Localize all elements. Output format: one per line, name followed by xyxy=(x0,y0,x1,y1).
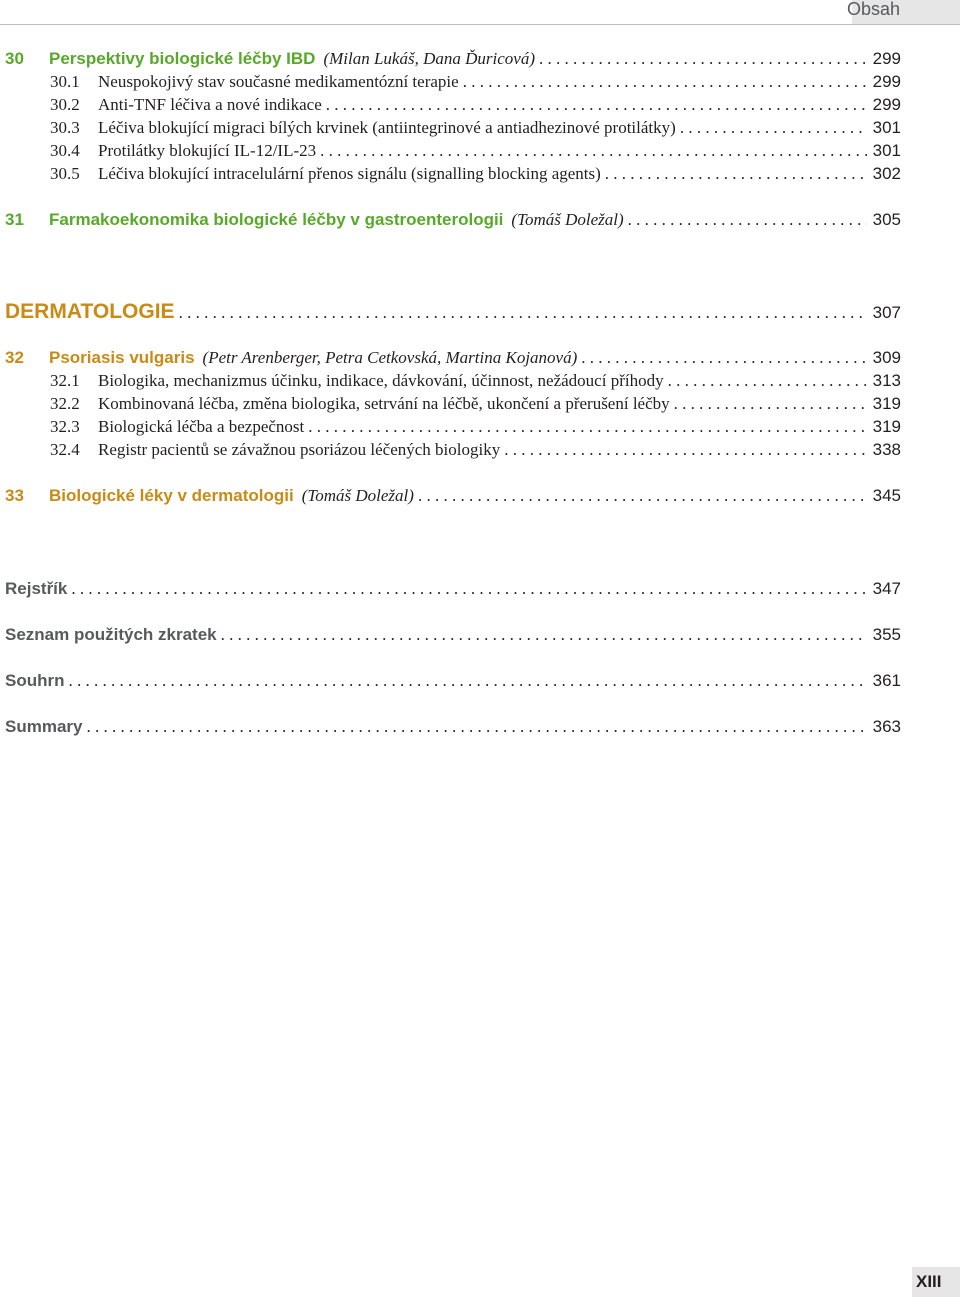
toc-entry-30-5[interactable] xyxy=(50,164,901,186)
section-number: 32.3 xyxy=(50,417,80,436)
page-number: 355 xyxy=(872,625,901,644)
section-title: Léčiva blokující intracelulární přenos signálu (signalling blocking agents) xyxy=(98,164,601,183)
page-number: 319 xyxy=(872,417,901,436)
section-title: Biologika, mechanizmus účinku, indikace, dávkování, účinnost, nežádoucí příhody xyxy=(98,371,664,390)
dot-leader xyxy=(605,164,867,184)
part-title: DERMATOLOGIE xyxy=(5,300,175,323)
page-number: 319 xyxy=(872,394,901,413)
section-title: Registr pacientů se závažnou psoriázou léčených biologiky xyxy=(98,440,501,459)
section-label: Obsah xyxy=(846,0,900,19)
chapter-title: Perspektivy biologické léčby IBD xyxy=(49,49,316,68)
dot-leader xyxy=(418,486,867,506)
section-number: 32.2 xyxy=(50,394,80,413)
dot-leader xyxy=(581,348,866,368)
dot-leader xyxy=(504,440,866,460)
chapter-title: Biologické léky v dermatologii xyxy=(49,486,294,505)
toc-entry-chapter-32[interactable] xyxy=(5,348,901,370)
section-title: Léčiva blokující migraci bílých krvinek (antiintegrinové a antiadhezinové protilátky) xyxy=(98,118,676,137)
page-number: 299 xyxy=(872,49,901,68)
toc-entry-32-2[interactable] xyxy=(50,394,901,416)
chapter-number: 32 xyxy=(5,348,24,367)
toc-entry-rejstrik[interactable] xyxy=(5,579,901,601)
toc-entry-chapter-31[interactable] xyxy=(5,210,901,232)
chapter-title: Psoriasis vulgaris xyxy=(49,348,195,367)
backmatter-title: Seznam použitých zkratek xyxy=(5,625,217,644)
toc-entry-part-dermatologie[interactable] xyxy=(5,300,901,328)
toc-entry-32-1[interactable] xyxy=(50,371,901,393)
dot-leader xyxy=(674,394,867,414)
toc-entry-souhrn[interactable] xyxy=(5,671,901,693)
toc-entry-summary[interactable] xyxy=(5,717,901,739)
section-number: 30.5 xyxy=(50,164,80,183)
page-number: 302 xyxy=(872,164,901,183)
dot-leader xyxy=(628,210,867,230)
dot-leader xyxy=(668,371,867,391)
section-number: 30.2 xyxy=(50,95,80,114)
section-number: 30.4 xyxy=(50,141,80,160)
toc-entry-30-1[interactable] xyxy=(50,72,901,94)
dot-leader xyxy=(69,671,867,691)
page-number: 313 xyxy=(872,371,901,390)
section-title: Neuspokojivý stav současné medikamentózní terapie xyxy=(98,72,459,91)
toc-entry-30-4[interactable] xyxy=(50,141,901,163)
chapter-authors: (Petr Arenberger, Petra Cetkovská, Martina Kojanová) xyxy=(202,348,578,367)
section-title: Biologická léčba a bezpečnost xyxy=(98,417,305,436)
folio-page-number: XIII xyxy=(916,1272,942,1291)
section-number: 30.1 xyxy=(50,72,80,91)
page-number: 309 xyxy=(872,348,901,367)
page-number: 345 xyxy=(872,486,901,505)
page-number: 347 xyxy=(872,579,901,598)
section-title: Anti-TNF léčiva a nové indikace xyxy=(98,95,322,114)
chapter-title: Farmakoekonomika biologické léčby v gastroenterologii xyxy=(49,210,504,229)
dot-leader xyxy=(179,303,867,323)
page-number: 307 xyxy=(872,303,901,322)
chapter-authors: (Tomáš Doležal) xyxy=(301,486,414,505)
toc-entry-30-2[interactable] xyxy=(50,95,901,117)
section-number: 30.3 xyxy=(50,118,80,137)
toc-entry-32-3[interactable] xyxy=(50,417,901,439)
section-number: 32.1 xyxy=(50,371,80,390)
dot-leader xyxy=(86,717,866,737)
dot-leader xyxy=(680,118,867,138)
toc-entry-chapter-30[interactable] xyxy=(5,49,901,71)
toc-entry-seznam-zkratek[interactable] xyxy=(5,625,901,647)
page-number: 299 xyxy=(872,72,901,91)
page-number: 299 xyxy=(872,95,901,114)
page-number: 305 xyxy=(872,210,901,229)
chapter-authors: (Milan Lukáš, Dana Ďuricová) xyxy=(323,49,535,68)
toc-entry-chapter-33[interactable] xyxy=(5,486,901,508)
page-number: 338 xyxy=(872,440,901,459)
backmatter-title: Summary xyxy=(5,717,83,736)
toc-entry-30-3[interactable] xyxy=(50,118,901,140)
section-title: Protilátky blokující IL-12/IL-23 xyxy=(98,141,317,160)
chapter-number: 33 xyxy=(5,486,24,505)
dot-leader xyxy=(71,579,866,599)
section-title: Kombinovaná léčba, změna biologika, setrvání na léčbě, ukončení a přerušení léčby xyxy=(98,394,670,413)
dot-leader xyxy=(539,49,867,69)
backmatter-title: Rejstřík xyxy=(5,579,68,598)
dot-leader xyxy=(320,141,866,161)
toc-entry-32-4[interactable] xyxy=(50,440,901,462)
page-number: 363 xyxy=(872,717,901,736)
chapter-authors: (Tomáš Doležal) xyxy=(511,210,624,229)
page-number: 301 xyxy=(872,118,901,137)
page-number: 301 xyxy=(872,141,901,160)
page-number: 361 xyxy=(872,671,901,690)
dot-leader xyxy=(221,625,867,645)
folio-tab xyxy=(912,1267,960,1297)
dot-leader xyxy=(326,95,867,115)
section-number: 32.4 xyxy=(50,440,80,459)
dot-leader xyxy=(308,417,866,437)
chapter-number: 31 xyxy=(5,210,24,229)
backmatter-title: Souhrn xyxy=(5,671,65,690)
dot-leader xyxy=(463,72,867,92)
chapter-number: 30 xyxy=(5,49,24,68)
